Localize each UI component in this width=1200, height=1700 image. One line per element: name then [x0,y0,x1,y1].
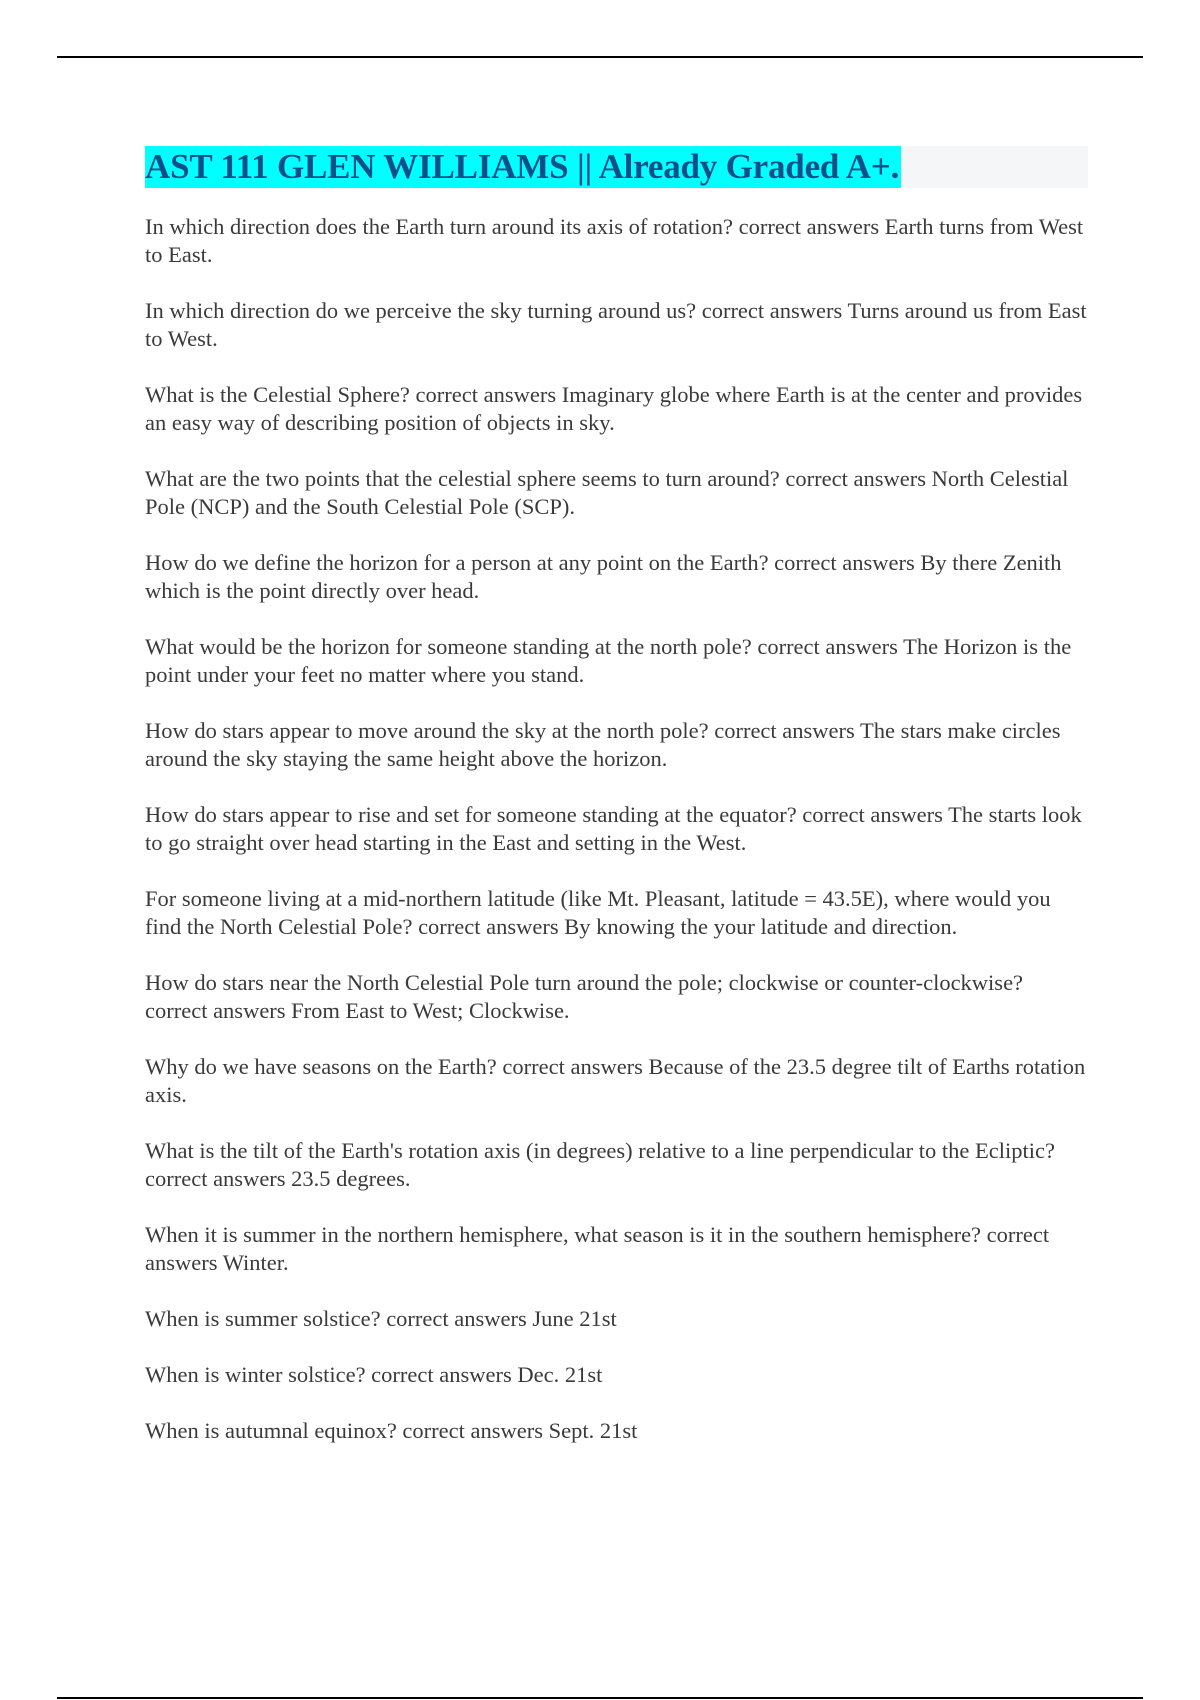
qa-list [145,213,1090,1473]
qa-item: What would be the horizon for someone standing at the north pole? correct answers The Horizon is the point under your feet no matter where you stand. [145,634,1072,687]
document-title: AST 111 GLEN WILLIAMS || Already Graded A+. [145,147,900,186]
qa-item: When is summer solstice? correct answers June 21st [145,1306,617,1331]
qa-item: What is the Celestial Sphere? correct answers Imaginary globe where Earth is at the center and provides an easy way of describing position of objects in sky. [145,382,1083,435]
qa-item: What is the tilt of the Earth's rotation axis (in degrees) relative to a line perpendicular to the Ecliptic? correct answers 23.5 degrees. [145,1138,1055,1191]
qa-item: Why do we have seasons on the Earth? correct answers Because of the 23.5 degree tilt of Earths rotation axis. [145,1054,1086,1107]
qa-item: In which direction does the Earth turn around its axis of rotation? correct answers Earth turns from West to East. [145,214,1084,267]
qa-item: What are the two points that the celestial sphere seems to turn around? correct answers North Celestial Pole (NCP) and the South Celestial Pole (SCP). [145,466,1069,519]
bottom-divider [57,1697,1143,1699]
qa-item: When is winter solstice? correct answers Dec. 21st [145,1362,603,1387]
qa-item: How do stars appear to move around the sky at the north pole? correct answers The stars make circles around the sky staying the same height above the horizon. [145,718,1061,771]
qa-item: When is autumnal equinox? correct answers Sept. 21st [145,1418,638,1443]
qa-item: When it is summer in the northern hemisphere, what season is it in the southern hemisphere? correct answers Winter. [145,1222,1050,1275]
qa-item: How do stars appear to rise and set for someone standing at the equator? correct answers The starts look to go straight over head starting in the East and setting in the West. [145,802,1082,855]
qa-item: In which direction do we perceive the sky turning around us? correct answers Turns around us from East to West. [145,298,1087,351]
qa-item: How do we define the horizon for a person at any point on the Earth? correct answers By there Zenith which is the point directly over head. [145,550,1062,603]
top-divider [57,56,1143,58]
qa-item: How do stars near the North Celestial Pole turn around the pole; clockwise or counter-clockwise? correct answers From East to West; Clockwise. [145,970,1024,1023]
qa-item: For someone living at a mid-northern latitude (like Mt. Pleasant, latitude = 43.5E), where would you find the North Celestial Pole? correct answers By knowing the your latitude and direction. [145,886,1051,939]
